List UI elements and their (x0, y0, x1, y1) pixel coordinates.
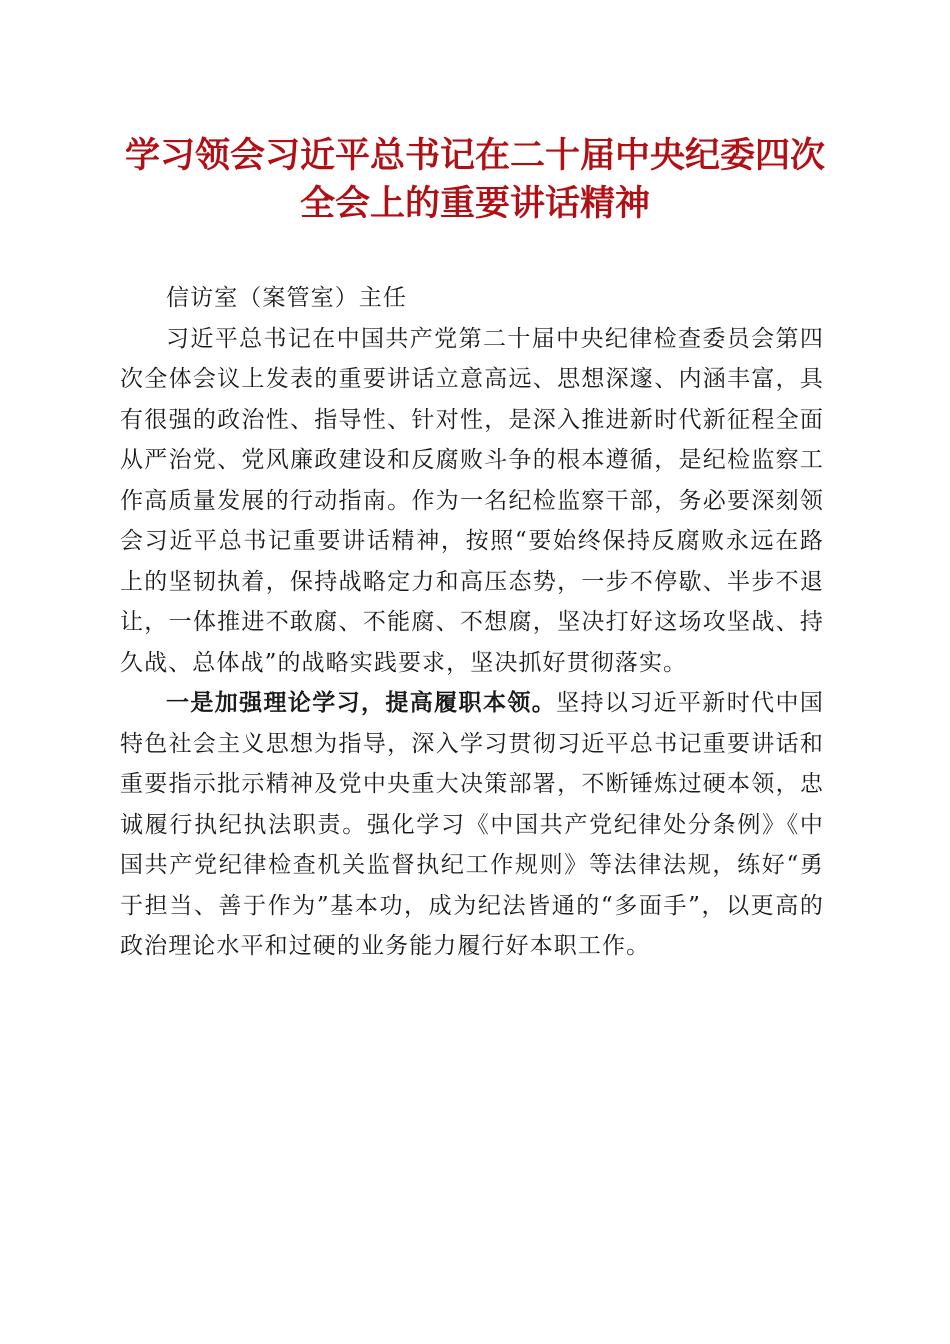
paragraph-point-one-heading: 一是加强理论学习，提高履职本领。 (166, 689, 557, 716)
paragraph-intro: 习近平总书记在中国共产党第二十届中央纪律检查委员会第四次全体会议上发表的重要讲话立意高远、思想深邃、内涵丰富，具有很强的政治性、指导性、针对性，是深入推进新时代新征程全面从严治党、党风廉政建设和反腐败斗争的根本遵循，是纪检监察工作高质量发展的行动指南。作为一名纪检监察干部，务必要深刻领会习近平总书记重要讲话精神，按照“要始终保持反腐败永远在路上的坚韧执着，保持战略定力和高压态势，一步不停歇、半步不退让，一体推进不敢腐、不能腐、不想腐，坚决打好这场攻坚战、持久战、总体战”的战略实践要求，坚决抓好贯彻落实。 (120, 325, 824, 676)
title-line-2: 全会上的重要讲话精神 (299, 183, 650, 224)
paragraph-point-one (120, 683, 824, 967)
author-line: 信访室（案管室）主任 (166, 285, 407, 311)
document-title (110, 132, 840, 228)
document-body (120, 278, 824, 967)
title-line-1: 学习领会习近平总书记在二十届中央纪委四次 (124, 135, 825, 176)
paragraph-point-one-body: 坚持以习近平新时代中国特色社会主义思想为指导，深入学习贯彻习近平总书记重要讲话和重要指示批示精神及党中央重大决策部署，不断锤炼过硬本领，忠诚履行执纪执法职责。强化学习《中国共产党纪律处分条例》《中国共产党纪律检查机关监督执纪工作规则》等法律法规，练好“勇于担当、善于作为”基本功，成为纪法皆通的“多面手”，以更高的政治理论水平和过硬的业务能力履行好本职工作。 (120, 690, 824, 959)
